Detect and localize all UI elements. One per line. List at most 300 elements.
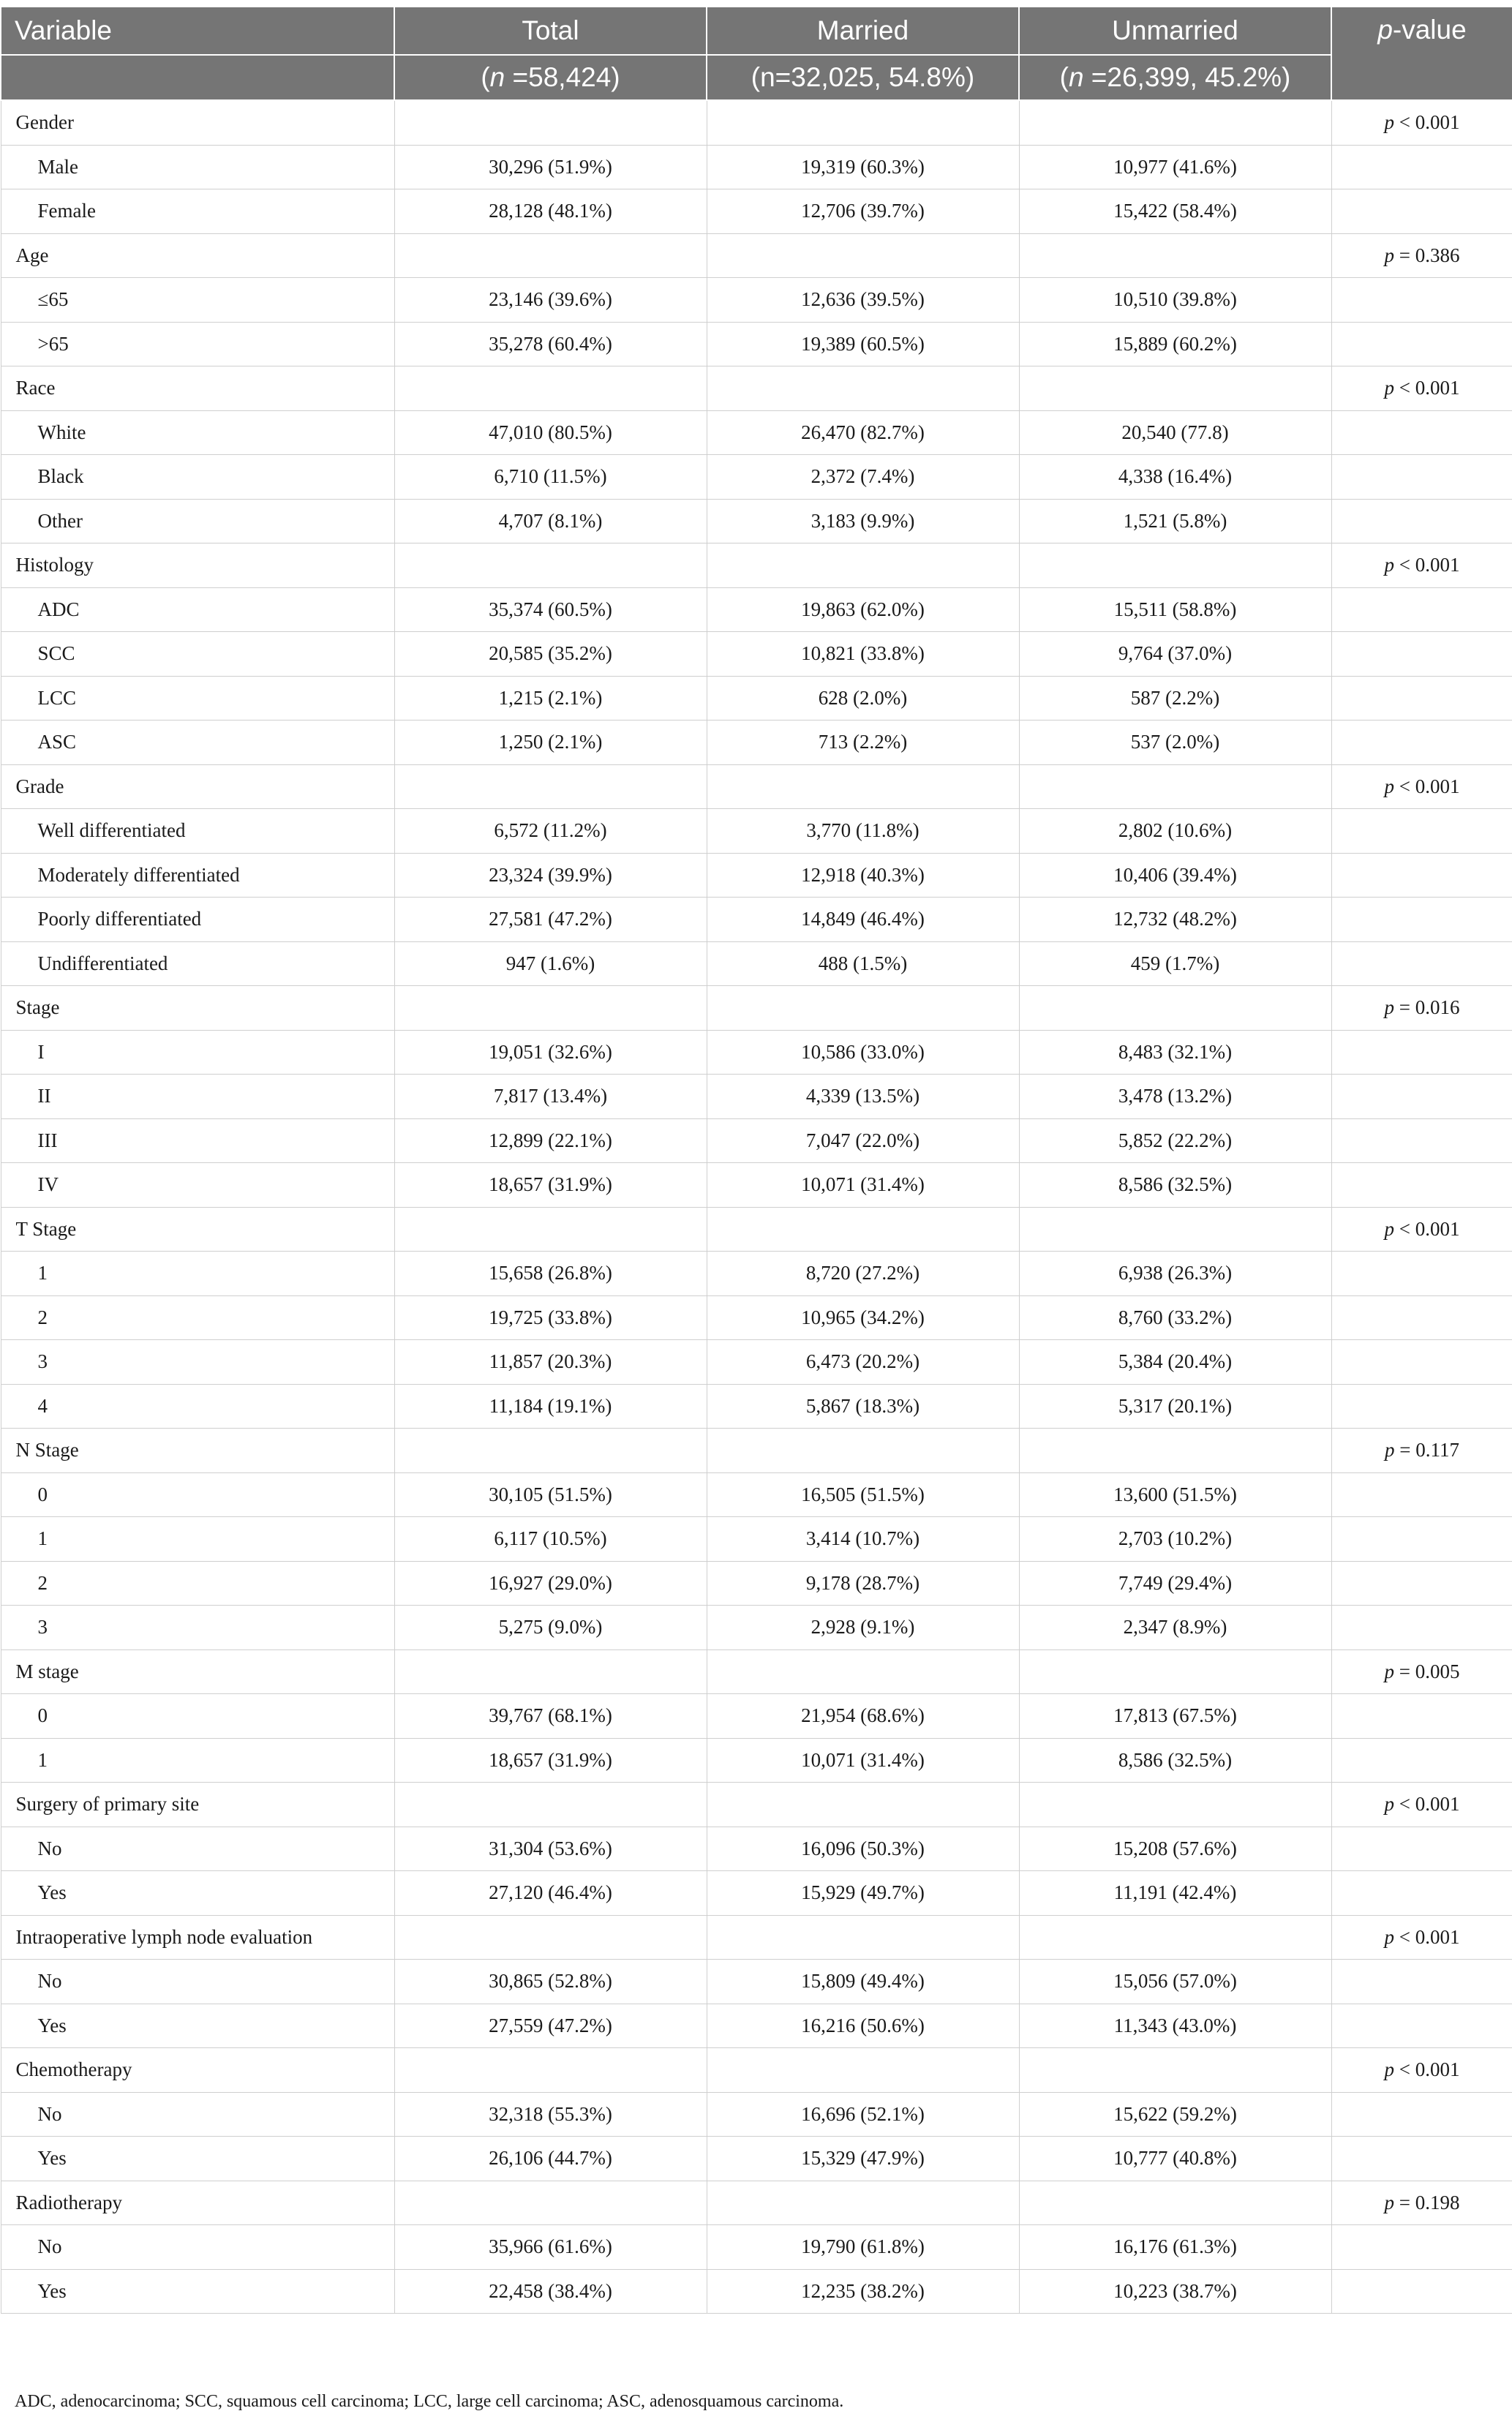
total-cell bbox=[394, 1207, 707, 1252]
total-cell: 39,767 (68.1%) bbox=[394, 1694, 707, 1739]
unmarried-cell bbox=[1019, 233, 1331, 278]
married-cell: 3,414 (10.7%) bbox=[707, 1517, 1019, 1562]
table-row bbox=[1, 632, 1512, 677]
total-cell bbox=[394, 366, 707, 411]
row-label: 3 bbox=[1, 1606, 394, 1650]
table-row bbox=[1, 1030, 1512, 1075]
pvalue-p: p bbox=[1384, 2191, 1394, 2213]
row-label: II bbox=[1, 1075, 394, 1119]
table-row bbox=[1, 1606, 1512, 1650]
unmarried-cell bbox=[1019, 1650, 1331, 1694]
total-cell: 11,184 (19.1%) bbox=[394, 1384, 707, 1429]
married-cell: 4,339 (13.5%) bbox=[707, 1075, 1019, 1119]
row-label: T Stage bbox=[1, 1207, 394, 1252]
row-label: LCC bbox=[1, 676, 394, 721]
pvalue-cell bbox=[1331, 1650, 1512, 1694]
row-label: Yes bbox=[1, 2269, 394, 2314]
table-group-row bbox=[1, 233, 1512, 278]
total-cell bbox=[394, 233, 707, 278]
pvalue-cell bbox=[1331, 100, 1512, 145]
header-variable: Variable bbox=[1, 7, 394, 55]
pvalue-text: = 0.016 bbox=[1394, 996, 1460, 1019]
pvalue-cell bbox=[1331, 764, 1512, 809]
unmarried-cell bbox=[1019, 1783, 1331, 1827]
total-cell: 30,105 (51.5%) bbox=[394, 1472, 707, 1517]
table-group-row bbox=[1, 100, 1512, 145]
unmarried-cell: 2,347 (8.9%) bbox=[1019, 1606, 1331, 1650]
unmarried-cell: 5,852 (22.2%) bbox=[1019, 1118, 1331, 1163]
table-group-row bbox=[1, 1429, 1512, 1473]
pvalue-cell bbox=[1331, 2137, 1512, 2181]
row-label: Female bbox=[1, 189, 394, 234]
total-cell: 23,324 (39.9%) bbox=[394, 853, 707, 898]
total-cell bbox=[394, 1429, 707, 1473]
table-group-row bbox=[1, 366, 1512, 411]
married-cell: 3,770 (11.8%) bbox=[707, 809, 1019, 854]
table-row bbox=[1, 809, 1512, 854]
unmarried-cell: 587 (2.2%) bbox=[1019, 676, 1331, 721]
row-label: Race bbox=[1, 366, 394, 411]
pvalue-cell bbox=[1331, 721, 1512, 765]
married-cell bbox=[707, 543, 1019, 588]
total-cell bbox=[394, 764, 707, 809]
row-label: 3 bbox=[1, 1340, 394, 1385]
unmarried-cell: 8,483 (32.1%) bbox=[1019, 1030, 1331, 1075]
total-cell: 27,559 (47.2%) bbox=[394, 2004, 707, 2048]
pvalue-cell bbox=[1331, 1429, 1512, 1473]
total-cell: 4,707 (8.1%) bbox=[394, 499, 707, 543]
total-cell: 31,304 (53.6%) bbox=[394, 1827, 707, 1871]
pvalue-p: p bbox=[1384, 377, 1394, 399]
unmarried-cell: 10,406 (39.4%) bbox=[1019, 853, 1331, 898]
row-label: ≤65 bbox=[1, 278, 394, 323]
table-row bbox=[1, 1871, 1512, 1916]
row-label: Moderately differentiated bbox=[1, 853, 394, 898]
married-cell: 26,470 (82.7%) bbox=[707, 410, 1019, 455]
row-label: Radiotherapy bbox=[1, 2181, 394, 2225]
row-label: Poorly differentiated bbox=[1, 898, 394, 942]
married-cell: 15,329 (47.9%) bbox=[707, 2137, 1019, 2181]
pvalue-cell bbox=[1331, 986, 1512, 1031]
married-cell: 10,586 (33.0%) bbox=[707, 1030, 1019, 1075]
header-unmarried: Unmarried bbox=[1019, 7, 1331, 55]
unmarried-cell: 15,511 (58.8%) bbox=[1019, 587, 1331, 632]
pvalue-cell bbox=[1331, 1340, 1512, 1385]
married-cell: 2,372 (7.4%) bbox=[707, 455, 1019, 500]
unmarried-cell: 6,938 (26.3%) bbox=[1019, 1252, 1331, 1296]
married-cell: 16,696 (52.1%) bbox=[707, 2092, 1019, 2137]
total-cell: 18,657 (31.9%) bbox=[394, 1163, 707, 1208]
pvalue-cell bbox=[1331, 410, 1512, 455]
total-cell: 6,710 (11.5%) bbox=[394, 455, 707, 500]
pvalue-p: p bbox=[1384, 1793, 1394, 1816]
total-cell bbox=[394, 100, 707, 145]
married-cell: 10,821 (33.8%) bbox=[707, 632, 1019, 677]
total-cell bbox=[394, 2181, 707, 2225]
married-cell: 713 (2.2%) bbox=[707, 721, 1019, 765]
table-row bbox=[1, 1472, 1512, 1517]
unmarried-cell: 537 (2.0%) bbox=[1019, 721, 1331, 765]
pvalue-cell bbox=[1331, 1075, 1512, 1119]
married-cell: 15,809 (49.4%) bbox=[707, 1960, 1019, 2004]
total-cell: 22,458 (38.4%) bbox=[394, 2269, 707, 2314]
unmarried-cell: 11,343 (43.0%) bbox=[1019, 2004, 1331, 2048]
pvalue-cell bbox=[1331, 543, 1512, 588]
total-cell: 7,817 (13.4%) bbox=[394, 1075, 707, 1119]
total-cell: 26,106 (44.7%) bbox=[394, 2137, 707, 2181]
unmarried-cell: 13,600 (51.5%) bbox=[1019, 1472, 1331, 1517]
pvalue-cell bbox=[1331, 1517, 1512, 1562]
total-cell: 32,318 (55.3%) bbox=[394, 2092, 707, 2137]
table-group-row bbox=[1, 1915, 1512, 1960]
total-cell bbox=[394, 1915, 707, 1960]
table-row bbox=[1, 278, 1512, 323]
married-cell: 16,096 (50.3%) bbox=[707, 1827, 1019, 1871]
row-label: White bbox=[1, 410, 394, 455]
married-cell: 9,178 (28.7%) bbox=[707, 1561, 1019, 1606]
married-cell: 5,867 (18.3%) bbox=[707, 1384, 1019, 1429]
pvalue-cell bbox=[1331, 2181, 1512, 2225]
total-cell: 12,899 (22.1%) bbox=[394, 1118, 707, 1163]
married-cell: 12,235 (38.2%) bbox=[707, 2269, 1019, 2314]
unmarried-cell bbox=[1019, 2181, 1331, 2225]
married-cell: 19,790 (61.8%) bbox=[707, 2225, 1019, 2270]
pvalue-cell bbox=[1331, 1738, 1512, 1783]
pvalue-cell bbox=[1331, 1694, 1512, 1739]
total-cell bbox=[394, 1783, 707, 1827]
row-label: Histology bbox=[1, 543, 394, 588]
married-cell: 10,071 (31.4%) bbox=[707, 1738, 1019, 1783]
unmarried-cell: 1,521 (5.8%) bbox=[1019, 499, 1331, 543]
table-row bbox=[1, 1295, 1512, 1340]
pvalue-cell bbox=[1331, 499, 1512, 543]
total-cell: 35,966 (61.6%) bbox=[394, 2225, 707, 2270]
table-row bbox=[1, 1118, 1512, 1163]
unmarried-cell bbox=[1019, 2048, 1331, 2093]
total-cell: 20,585 (35.2%) bbox=[394, 632, 707, 677]
row-label: 1 bbox=[1, 1252, 394, 1296]
table-body bbox=[1, 100, 1512, 2314]
pvalue-cell bbox=[1331, 2004, 1512, 2048]
pvalue-text: = 0.117 bbox=[1394, 1439, 1459, 1462]
pvalue-cell bbox=[1331, 1472, 1512, 1517]
total-cell: 6,572 (11.2%) bbox=[394, 809, 707, 854]
total-cell: 1,250 (2.1%) bbox=[394, 721, 707, 765]
table-group-row bbox=[1, 1783, 1512, 1827]
table-group-row bbox=[1, 2181, 1512, 2225]
table-row bbox=[1, 455, 1512, 500]
pvalue-cell bbox=[1331, 1252, 1512, 1296]
table-row bbox=[1, 2225, 1512, 2270]
total-cell: 18,657 (31.9%) bbox=[394, 1738, 707, 1783]
total-cell: 19,051 (32.6%) bbox=[394, 1030, 707, 1075]
married-cell: 2,928 (9.1%) bbox=[707, 1606, 1019, 1650]
row-label: Gender bbox=[1, 100, 394, 145]
row-label: No bbox=[1, 1827, 394, 1871]
unmarried-cell: 5,317 (20.1%) bbox=[1019, 1384, 1331, 1429]
unmarried-cell bbox=[1019, 1429, 1331, 1473]
row-label: Undifferentiated bbox=[1, 941, 394, 986]
unmarried-cell: 8,586 (32.5%) bbox=[1019, 1738, 1331, 1783]
married-cell: 12,706 (39.7%) bbox=[707, 189, 1019, 234]
pvalue-cell bbox=[1331, 455, 1512, 500]
pvalue-cell bbox=[1331, 1871, 1512, 1916]
unmarried-cell: 7,749 (29.4%) bbox=[1019, 1561, 1331, 1606]
table-row bbox=[1, 1517, 1512, 1562]
unmarried-cell: 16,176 (61.3%) bbox=[1019, 2225, 1331, 2270]
unmarried-cell: 9,764 (37.0%) bbox=[1019, 632, 1331, 677]
pvalue-cell bbox=[1331, 941, 1512, 986]
unmarried-cell: 2,703 (10.2%) bbox=[1019, 1517, 1331, 1562]
pvalue-cell bbox=[1331, 1207, 1512, 1252]
pvalue-text: < 0.001 bbox=[1394, 554, 1460, 576]
pvalue-p: p bbox=[1385, 1439, 1395, 1462]
married-cell: 488 (1.5%) bbox=[707, 941, 1019, 986]
pvalue-cell bbox=[1331, 853, 1512, 898]
married-cell: 19,389 (60.5%) bbox=[707, 322, 1019, 366]
row-label: III bbox=[1, 1118, 394, 1163]
header-total: Total bbox=[394, 7, 707, 55]
total-cell: 15,658 (26.8%) bbox=[394, 1252, 707, 1296]
pvalue-text: = 0.386 bbox=[1394, 244, 1460, 266]
unmarried-cell: 459 (1.7%) bbox=[1019, 941, 1331, 986]
row-label: ASC bbox=[1, 721, 394, 765]
unmarried-cell bbox=[1019, 986, 1331, 1031]
unmarried-cell: 8,760 (33.2%) bbox=[1019, 1295, 1331, 1340]
total-cell: 1,215 (2.1%) bbox=[394, 676, 707, 721]
pvalue-cell bbox=[1331, 322, 1512, 366]
pvalue-cell bbox=[1331, 1561, 1512, 1606]
married-cell: 8,720 (27.2%) bbox=[707, 1252, 1019, 1296]
table-row bbox=[1, 2092, 1512, 2137]
unmarried-cell: 15,056 (57.0%) bbox=[1019, 1960, 1331, 2004]
row-label: 1 bbox=[1, 1517, 394, 1562]
row-label: No bbox=[1, 2225, 394, 2270]
unmarried-cell: 15,622 (59.2%) bbox=[1019, 2092, 1331, 2137]
married-cell: 628 (2.0%) bbox=[707, 676, 1019, 721]
table-row bbox=[1, 853, 1512, 898]
row-label: Stage bbox=[1, 986, 394, 1031]
table-row bbox=[1, 2004, 1512, 2048]
unmarried-cell: 11,191 (42.4%) bbox=[1019, 1871, 1331, 1916]
married-cell: 21,954 (68.6%) bbox=[707, 1694, 1019, 1739]
total-cell: 28,128 (48.1%) bbox=[394, 189, 707, 234]
pvalue-cell bbox=[1331, 1783, 1512, 1827]
row-label: 0 bbox=[1, 1472, 394, 1517]
pvalue-p: p bbox=[1384, 1660, 1394, 1682]
table-group-row bbox=[1, 1207, 1512, 1252]
row-label: No bbox=[1, 1960, 394, 2004]
total-cell: 35,278 (60.4%) bbox=[394, 322, 707, 366]
total-cell: 23,146 (39.6%) bbox=[394, 278, 707, 323]
unmarried-cell: 15,422 (58.4%) bbox=[1019, 189, 1331, 234]
pvalue-text: < 0.001 bbox=[1394, 775, 1460, 797]
row-label: IV bbox=[1, 1163, 394, 1208]
total-cell bbox=[394, 543, 707, 588]
total-cell: 30,296 (51.9%) bbox=[394, 145, 707, 189]
pvalue-cell bbox=[1331, 2048, 1512, 2093]
total-cell: 30,865 (52.8%) bbox=[394, 1960, 707, 2004]
table-row bbox=[1, 1738, 1512, 1783]
pvalue-text: < 0.001 bbox=[1394, 377, 1460, 399]
pvalue-p: p bbox=[1384, 775, 1394, 797]
row-label: Yes bbox=[1, 2137, 394, 2181]
table-group-row bbox=[1, 1650, 1512, 1694]
pvalue-text: < 0.001 bbox=[1394, 111, 1460, 134]
unmarried-cell: 20,540 (77.8) bbox=[1019, 410, 1331, 455]
row-label: Intraoperative lymph node evaluation bbox=[1, 1915, 394, 1960]
unmarried-cell bbox=[1019, 543, 1331, 588]
row-label: Chemotherapy bbox=[1, 2048, 394, 2093]
table-row bbox=[1, 1694, 1512, 1739]
row-label: >65 bbox=[1, 322, 394, 366]
pvalue-cell bbox=[1331, 278, 1512, 323]
total-cell bbox=[394, 1650, 707, 1694]
pvalue-text: = 0.005 bbox=[1394, 1660, 1460, 1682]
married-cell bbox=[707, 233, 1019, 278]
married-cell: 10,965 (34.2%) bbox=[707, 1295, 1019, 1340]
total-cell: 35,374 (60.5%) bbox=[394, 587, 707, 632]
pvalue-p: p bbox=[1384, 244, 1394, 266]
table-row bbox=[1, 1960, 1512, 2004]
table-row bbox=[1, 1075, 1512, 1119]
row-label: Well differentiated bbox=[1, 809, 394, 854]
unmarried-cell: 10,777 (40.8%) bbox=[1019, 2137, 1331, 2181]
unmarried-cell: 10,510 (39.8%) bbox=[1019, 278, 1331, 323]
row-label: Yes bbox=[1, 2004, 394, 2048]
row-label: 4 bbox=[1, 1384, 394, 1429]
row-label: SCC bbox=[1, 632, 394, 677]
pvalue-text: < 0.001 bbox=[1394, 1793, 1460, 1816]
married-cell bbox=[707, 1650, 1019, 1694]
pvalue-cell bbox=[1331, 587, 1512, 632]
married-cell bbox=[707, 1915, 1019, 1960]
row-label: 2 bbox=[1, 1295, 394, 1340]
pvalue-cell bbox=[1331, 1163, 1512, 1208]
table-group-row bbox=[1, 2048, 1512, 2093]
total-cell: 6,117 (10.5%) bbox=[394, 1517, 707, 1562]
row-label: Male bbox=[1, 145, 394, 189]
row-label: 0 bbox=[1, 1694, 394, 1739]
table-row bbox=[1, 2137, 1512, 2181]
total-cell: 27,120 (46.4%) bbox=[394, 1871, 707, 1916]
married-cell bbox=[707, 2048, 1019, 2093]
pvalue-text: < 0.001 bbox=[1394, 1217, 1460, 1240]
pvalue-cell bbox=[1331, 233, 1512, 278]
table-row bbox=[1, 322, 1512, 366]
pvalue-p: p bbox=[1384, 1217, 1394, 1240]
total-cell: 11,857 (20.3%) bbox=[394, 1340, 707, 1385]
unmarried-cell: 2,802 (10.6%) bbox=[1019, 809, 1331, 854]
table-row bbox=[1, 941, 1512, 986]
married-cell: 10,071 (31.4%) bbox=[707, 1163, 1019, 1208]
married-cell: 19,863 (62.0%) bbox=[707, 587, 1019, 632]
unmarried-cell: 10,977 (41.6%) bbox=[1019, 145, 1331, 189]
pvalue-cell bbox=[1331, 1960, 1512, 2004]
total-cell bbox=[394, 2048, 707, 2093]
married-cell: 3,183 (9.9%) bbox=[707, 499, 1019, 543]
pvalue-p: p bbox=[1384, 2058, 1394, 2081]
header-unmarried-n: (n =26,399, 45.2%) bbox=[1019, 55, 1331, 100]
unmarried-cell bbox=[1019, 764, 1331, 809]
total-cell: 947 (1.6%) bbox=[394, 941, 707, 986]
total-cell: 5,275 (9.0%) bbox=[394, 1606, 707, 1650]
characteristics-table bbox=[0, 6, 1512, 2314]
married-cell bbox=[707, 2181, 1019, 2225]
total-cell: 47,010 (80.5%) bbox=[394, 410, 707, 455]
married-cell: 6,473 (20.2%) bbox=[707, 1340, 1019, 1385]
married-cell: 15,929 (49.7%) bbox=[707, 1871, 1019, 1916]
pvalue-cell bbox=[1331, 1030, 1512, 1075]
pvalue-text: < 0.001 bbox=[1394, 1925, 1460, 1948]
pvalue-cell bbox=[1331, 632, 1512, 677]
pvalue-p: p bbox=[1384, 111, 1394, 134]
row-label: Surgery of primary site bbox=[1, 1783, 394, 1827]
row-label: 2 bbox=[1, 1561, 394, 1606]
table-header bbox=[1, 7, 1512, 100]
pvalue-cell bbox=[1331, 1295, 1512, 1340]
table-row bbox=[1, 2269, 1512, 2314]
pvalue-text: = 0.198 bbox=[1394, 2191, 1460, 2213]
row-label: Yes bbox=[1, 1871, 394, 1916]
table-group-row bbox=[1, 986, 1512, 1031]
unmarried-cell: 5,384 (20.4%) bbox=[1019, 1340, 1331, 1385]
pvalue-cell bbox=[1331, 366, 1512, 411]
table-row bbox=[1, 676, 1512, 721]
unmarried-cell bbox=[1019, 100, 1331, 145]
unmarried-cell bbox=[1019, 1207, 1331, 1252]
married-cell bbox=[707, 1207, 1019, 1252]
row-label: M stage bbox=[1, 1650, 394, 1694]
unmarried-cell: 8,586 (32.5%) bbox=[1019, 1163, 1331, 1208]
table-row bbox=[1, 587, 1512, 632]
table-row bbox=[1, 1384, 1512, 1429]
pvalue-cell bbox=[1331, 2225, 1512, 2270]
total-cell: 27,581 (47.2%) bbox=[394, 898, 707, 942]
header-married-n: (n=32,025, 54.8%) bbox=[707, 55, 1019, 100]
pvalue-cell bbox=[1331, 1827, 1512, 1871]
married-cell: 14,849 (46.4%) bbox=[707, 898, 1019, 942]
row-label: Other bbox=[1, 499, 394, 543]
pvalue-cell bbox=[1331, 1915, 1512, 1960]
row-label: Black bbox=[1, 455, 394, 500]
married-cell: 7,047 (22.0%) bbox=[707, 1118, 1019, 1163]
table-group-row bbox=[1, 764, 1512, 809]
header-married: Married bbox=[707, 7, 1019, 55]
pvalue-cell bbox=[1331, 145, 1512, 189]
married-cell bbox=[707, 986, 1019, 1031]
total-cell: 19,725 (33.8%) bbox=[394, 1295, 707, 1340]
pvalue-p: p bbox=[1384, 996, 1394, 1019]
pvalue-cell bbox=[1331, 898, 1512, 942]
pvalue-cell bbox=[1331, 676, 1512, 721]
pvalue-text: < 0.001 bbox=[1394, 2058, 1460, 2081]
married-cell bbox=[707, 764, 1019, 809]
row-label: No bbox=[1, 2092, 394, 2137]
pvalue-cell bbox=[1331, 2269, 1512, 2314]
row-label: Age bbox=[1, 233, 394, 278]
header-variable-blank bbox=[1, 55, 394, 100]
pvalue-p: p bbox=[1384, 1925, 1394, 1948]
row-label: ADC bbox=[1, 587, 394, 632]
pvalue-cell bbox=[1331, 1118, 1512, 1163]
table-row bbox=[1, 1561, 1512, 1606]
table-row bbox=[1, 1827, 1512, 1871]
table-footnote: ADC, adenocarcinoma; SCC, squamous cell carcinoma; LCC, large cell carcinoma; ASC, adenosquamous carcinoma. bbox=[15, 2392, 844, 2411]
table-row bbox=[1, 499, 1512, 543]
unmarried-cell: 17,813 (67.5%) bbox=[1019, 1694, 1331, 1739]
table-row bbox=[1, 410, 1512, 455]
